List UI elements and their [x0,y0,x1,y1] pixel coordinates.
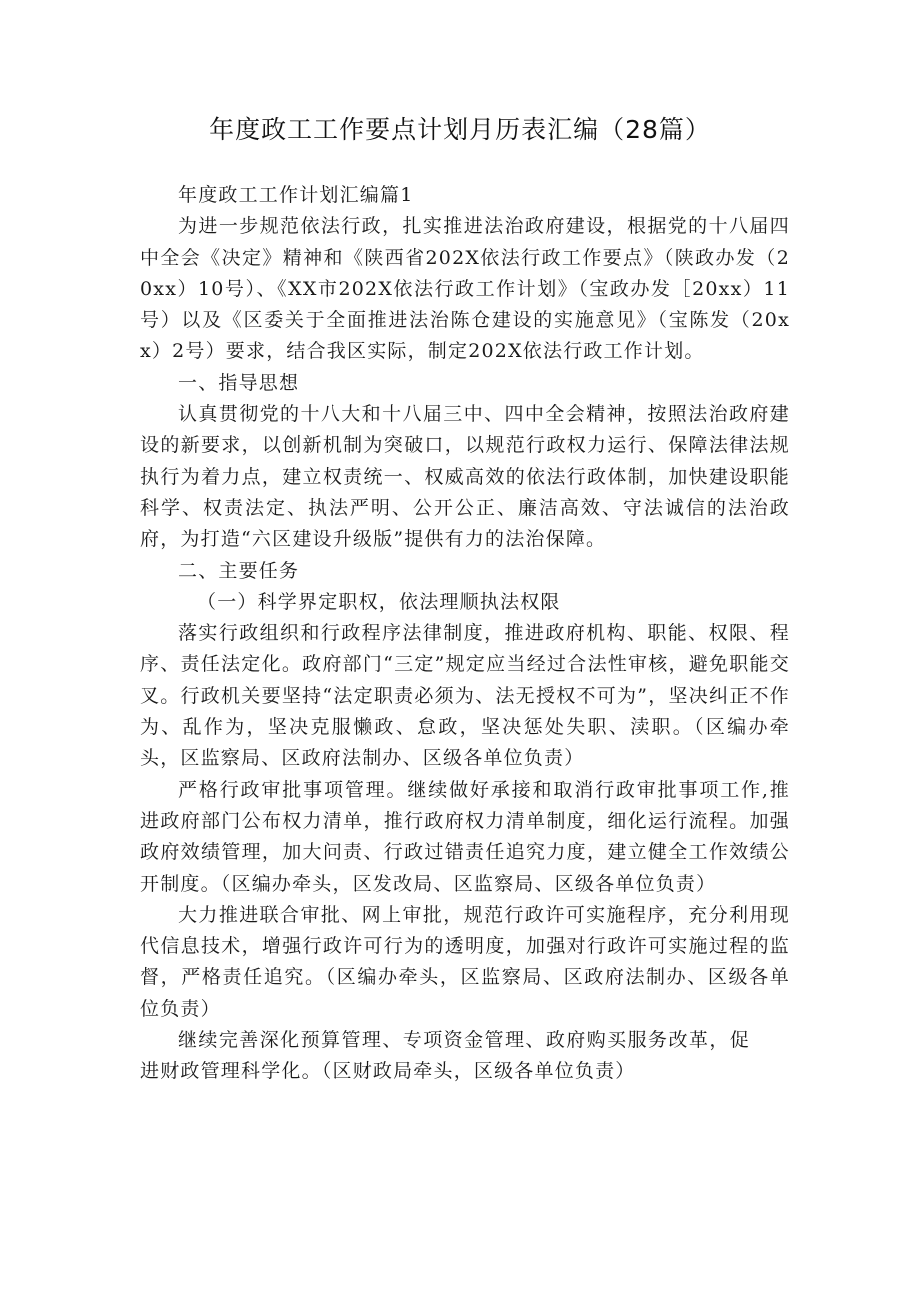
guiding-ideology-paragraph: 认真贯彻党的十八大和十八届三中、四中全会精神，按照法治政府建设的新要求，以创新机制为突破口，以规范行政权力运行、保障法律法规执行为着力点，建立权责统一、权威高效的依法行政体制，加快建设职能科学、权责法定、执法严明、公开公正、廉洁高效、守法诚信的法治政府，为打造“六区建设升级版”提供有力的法治保障。 [140,403,790,551]
task-paragraph-4: 继续完善深化预算管理、专项资金管理、政府购买服务改革，促进财政管理科学化。（区财政局牵头，区级各单位负责） [140,1029,750,1083]
subheading-task-1: （一）科学界定职权，依法理顺执法权限 [197,590,561,613]
heading-guiding-ideology: 一、指导思想 [178,371,300,394]
document-body [140,180,790,1088]
task-paragraph-3: 大力推进联合审批、网上审批，规范行政许可实施程序，充分利用现代信息技术，增强行政许可行为的透明度，加强对行政许可实施过程的监督，严格责任追究。（区编办牵头，区监察局、区政府法制办、区级各单位负责） [140,903,790,1020]
heading-main-tasks: 二、主要任务 [178,559,300,582]
task-paragraph-1: 落实行政组织和行政程序法律制度，推进政府机构、职能、权限、程序、责任法定化。政府部门“三定”规定应当经过合法性审核，避免职能交叉。行政机关要坚持“法定职责必须为、法无授权不可为”，坚决纠正不作为、乱作为，坚决克服懒政、怠政，坚决惩处失职、渎职。（区编办牵头，区监察局、区政府法制办、区级各单位负责） [140,622,790,770]
section-heading-article-1: 年度政工工作计划汇编篇1 [178,184,414,206]
document-title: 年度政工工作要点计划月历表汇编（28篇） [209,115,711,144]
task-paragraph-2: 严格行政审批事项管理。继续做好承接和取消行政审批事项工作,推进政府部门公布权力清单，推行政府权力清单制度，细化运行流程。加强政府效绩管理，加大问责、行政过错责任追究力度，建立健全工作效绩公开制度。（区编办牵头，区发改局、区监察局、区级各单位负责） [140,778,790,895]
intro-paragraph: 为进一步规范依法行政，扎实推进法治政府建设，根据党的十八届四中全会《决定》精神和《陕西省202X依法行政工作要点》（陕政办发（20xx）10号）、《XX市202X依法行政工作计划》（宝政办发［20xx）11号）以及《区委关于全面推进法治陈仓建设的实施意见》（宝陈发（20xx）2号）要求，结合我区实际，制定202X依法行政工作计划。 [140,215,790,363]
